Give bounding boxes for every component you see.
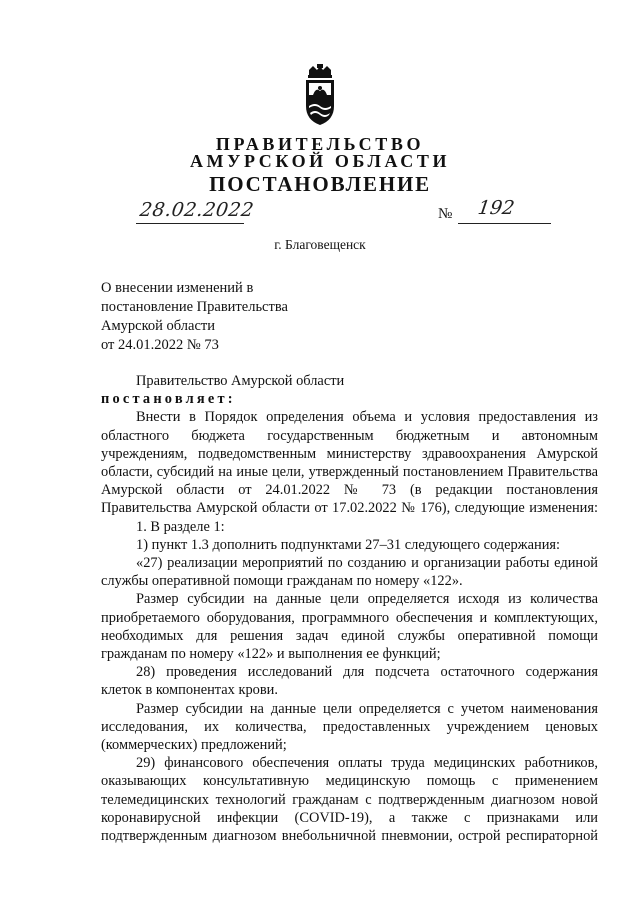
body-line: 1. В разделе 1: [136, 518, 225, 535]
body-line: подтвержденным диагнозом внебольничной пневмонии, острой респираторной [101, 828, 598, 845]
document-subject [101, 279, 288, 355]
body-line: учреждениям, подведомственным министерству здравоохранения Амурской [101, 445, 598, 462]
coat-of-arms-icon [297, 62, 343, 128]
body-line: области, субсидий на иные цели, утвержденный постановлением Правительства [101, 464, 598, 481]
number-label: № [438, 206, 453, 222]
body-line: Правительство Амурской области [136, 373, 345, 389]
body-line: «27) реализации мероприятий по созданию и организации работы единой [136, 555, 598, 572]
subject-line: О внесении изменений в [101, 280, 254, 296]
body-line: гражданам по номеру «122» и выполнения ее функций; [101, 646, 441, 663]
body-line: Размер субсидии на данные цели определяется с учетом наименования [136, 700, 598, 717]
date-underline [136, 223, 244, 224]
body-line: 28) проведения исследований для подсчета остаточного содержания [136, 664, 598, 681]
handwritten-number: 192 [476, 197, 516, 219]
body-line: коронавирусной инфекции (COVID-19), а также с признаками или [101, 809, 598, 826]
body-line: Внести в Порядок определения объема и условия предоставления из [136, 409, 598, 426]
document-type: ПОСТАНОВЛЕНИЕ [209, 172, 431, 196]
body-line: Амурской области от 24.01.2022 № 73 (в редакции постановления [101, 482, 598, 499]
subject-line: от 24.01.2022 № 73 [101, 337, 219, 353]
subject-line: Амурской области [101, 318, 215, 334]
body-line: клеток в компонентах крови. [101, 682, 278, 699]
body-line: телемедицинских технологий гражданам с подтвержденным диагнозом новой [101, 791, 598, 808]
body-line: исследования, их количества, предоставленных учреждением ценовых [101, 718, 598, 735]
body-line: Размер субсидии на данные цели определяется исходя из количества [136, 591, 598, 608]
body-line: оказывающих консультативную медицинскую помощь с применением [101, 773, 598, 790]
subject-line: постановление Правительства [101, 299, 288, 315]
body-line: службы оперативной помощи гражданам по номеру «122». [101, 573, 463, 590]
body-line-decree: постановляет: [101, 391, 236, 408]
city-name: г. Благовещенск [274, 237, 366, 252]
body-line: 1) пункт 1.3 дополнить подпунктами 27–31 следующего содержания: [136, 536, 561, 553]
body-line: 29) финансового обеспечения оплаты труда медицинских работников, [136, 755, 598, 772]
handwritten-date: 28.02.2022 [138, 199, 256, 221]
body-line: (коммерческих) предложений; [101, 737, 287, 754]
body-line: Правительства Амурской области от 17.02.2022 № 176), следующие изменения: [101, 500, 598, 517]
body-line: необходимых для решения задач единой службы оперативной помощи [101, 627, 598, 644]
document-body [101, 372, 598, 845]
body-line: приобретаемого оборудования, программного обеспечения и комплектующих, [101, 609, 598, 626]
government-title-line1: ПРАВИТЕЛЬСТВО [215, 134, 425, 154]
number-underline [458, 223, 551, 224]
government-title-line2: АМУРСКОЙ ОБЛАСТИ [189, 151, 451, 171]
body-line: областного бюджета государственным бюджетным и автономным [101, 427, 598, 444]
